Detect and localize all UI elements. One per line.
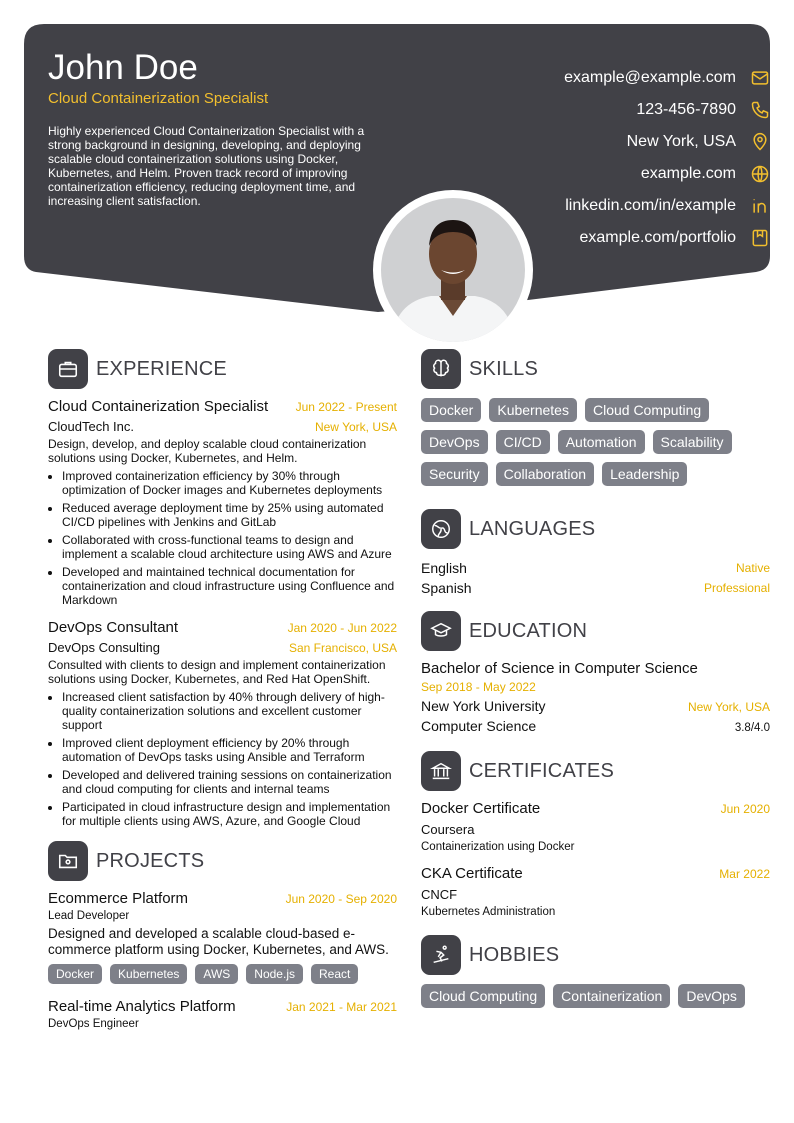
certificates-header (421, 750, 770, 792)
project-tag: React (311, 964, 358, 984)
achievement-item: • Developed and delivered training sessions on containerization and cloud computing for clients and internal teams (62, 768, 397, 796)
phone-icon (750, 100, 770, 120)
achievement-item: • Increased client satisfaction by 40% through delivery of high-quality containerization solutions and excellent customer support (62, 690, 397, 732)
education-item (421, 660, 770, 734)
job-title: DevOps Consultant (48, 619, 179, 636)
graduation-cap-icon (421, 611, 461, 651)
project-dates: Jan 2021 - Mar 2021 (286, 1000, 397, 1014)
contact-phone-text[interactable]: 123-456-7890 (636, 101, 736, 118)
projects-title: PROJECTS (96, 849, 205, 872)
hobbies-list (421, 984, 770, 1016)
hobbies-title: HOBBIES (469, 943, 560, 966)
hobby-tag: Cloud Computing (421, 984, 545, 1008)
project-tag: Kubernetes (110, 964, 187, 984)
location-pin-icon (750, 132, 770, 152)
language-list (421, 558, 770, 598)
experience-title: EXPERIENCE (96, 357, 227, 380)
contact-portfolio-text[interactable]: example.com/portfolio (579, 229, 736, 246)
linkedin-icon (750, 196, 770, 216)
experience-item (48, 398, 397, 607)
hobby-tag: Containerization (553, 984, 670, 1008)
project-item (48, 998, 397, 1030)
school-name: New York University (421, 698, 546, 714)
job-location: New York, USA (314, 420, 397, 434)
certificate-date: Jun 2020 (720, 802, 770, 816)
skills-header (421, 348, 770, 390)
contact-email[interactable] (370, 62, 770, 94)
skill-tag: Automation (558, 430, 645, 454)
contact-location (370, 126, 770, 158)
education-dates: Sep 2018 - May 2022 (421, 680, 536, 694)
certificate-issuer: CNCF (421, 887, 458, 902)
contact-website-text[interactable]: example.com (640, 165, 736, 182)
profile-photo (381, 198, 525, 342)
profile-summary: Highly experienced Cloud Containerization Specialist with a strong background in designing, developing, and deploying scalable cloud containerization solutions using Docker, Kubernetes, and Helm. Proven track record of improving containerization efficiency, reducing deployment time, and increasing client satisfaction. (48, 124, 365, 208)
job-title: Cloud Containerization Specialist (48, 398, 269, 415)
language-icon (421, 509, 461, 549)
degree-name: Bachelor of Science in Computer Science (421, 660, 698, 677)
projects-header (48, 840, 397, 882)
skill-tag: Scalability (653, 430, 732, 454)
project-description: Designed and developed a scalable cloud-based e-commerce platform using Docker, Kubernetes, and AWS. (48, 926, 389, 957)
globe-icon (750, 164, 770, 184)
profile-photo-frame (373, 190, 533, 350)
project-tag: Docker (48, 964, 102, 984)
language-name: Spanish (421, 580, 472, 596)
project-title: Ecommerce Platform (48, 890, 189, 907)
field-of-study: Computer Science (421, 718, 537, 734)
job-location: San Francisco, USA (288, 641, 397, 655)
achievement-item: • Improved containerization efficiency by 30% through optimization of Docker images and Kubernetes deployments (62, 469, 397, 497)
achievement-list (48, 469, 397, 607)
company-name: CloudTech Inc. (48, 419, 134, 434)
candidate-name: John Doe (48, 48, 198, 87)
language-item (421, 558, 770, 578)
skills-title: SKILLS (469, 357, 539, 380)
certificate-detail: Containerization using Docker (421, 841, 575, 853)
left-column (48, 348, 397, 1030)
portfolio-icon (750, 228, 770, 248)
project-tag: Node.js (246, 964, 303, 984)
certificate-item (421, 800, 770, 853)
briefcase-icon (48, 349, 88, 389)
contact-email-text[interactable]: example@example.com (564, 69, 736, 86)
company-name: DevOps Consulting (48, 640, 160, 655)
language-level: Professional (703, 581, 770, 595)
contact-phone[interactable] (370, 94, 770, 126)
skill-tag: Kubernetes (489, 398, 577, 422)
achievement-item: • Participated in cloud infrastructure design and implementation for multiple clients using AWS, Azure, and Google Cloud (62, 800, 397, 828)
certificate-date: Mar 2022 (719, 867, 770, 881)
experience-item (48, 619, 397, 828)
hobbies-header (421, 934, 770, 976)
folder-icon (48, 841, 88, 881)
education-header (421, 610, 770, 652)
skill-tag: Docker (421, 398, 481, 422)
achievement-item: • Collaborated with cross-functional teams to design and implement a scalable cloud architecture using AWS and Azure (62, 533, 397, 561)
skills-list (421, 398, 770, 494)
certificate-name: CKA Certificate (421, 865, 523, 882)
job-dates: Jun 2022 - Present (295, 400, 397, 414)
right-column (421, 348, 770, 1016)
language-name: English (421, 560, 467, 576)
skill-tag: Leadership (602, 462, 687, 486)
skill-tag: Security (421, 462, 488, 486)
certificate-item (421, 865, 770, 918)
certificate-name: Docker Certificate (421, 800, 541, 817)
project-role: Lead Developer (48, 910, 130, 922)
contact-linkedin-text[interactable]: linkedin.com/in/example (565, 197, 736, 214)
skier-icon (421, 935, 461, 975)
project-role: DevOps Engineer (48, 1018, 139, 1030)
project-tags (48, 964, 397, 992)
achievement-list (48, 690, 397, 828)
language-item (421, 578, 770, 598)
contact-location-text: New York, USA (626, 133, 736, 150)
school-location: New York, USA (687, 700, 770, 714)
job-description: Design, develop, and deploy scalable cloud containerization solutions using Docker, Kubernetes, and Helm. (48, 437, 367, 465)
institution-icon (421, 751, 461, 791)
achievement-item: • Improved client deployment efficiency by 20% through automation of DevOps tasks using Ansible and Terraform (62, 736, 397, 764)
job-description: Consulted with clients to design and implement containerization solutions using Docker, Kubernetes, and Red Hat OpenShift. (48, 658, 386, 686)
skill-tag: Collaboration (496, 462, 595, 486)
project-item (48, 890, 397, 992)
contact-website[interactable] (370, 158, 770, 190)
project-tag: AWS (195, 964, 238, 984)
brain-icon (421, 349, 461, 389)
skill-tag: CI/CD (496, 430, 550, 454)
experience-header (48, 348, 397, 390)
achievement-item: • Reduced average deployment time by 25% using automated CI/CD pipelines with Jenkins and GitLab (62, 501, 397, 529)
languages-header (421, 508, 770, 550)
languages-title: LANGUAGES (469, 517, 596, 540)
language-level: Native (735, 561, 770, 575)
certificate-detail: Kubernetes Administration (421, 906, 556, 918)
certificate-issuer: Coursera (421, 822, 475, 837)
project-dates: Jun 2020 - Sep 2020 (285, 892, 397, 906)
candidate-title: Cloud Containerization Specialist (48, 90, 269, 107)
certificates-title: CERTIFICATES (469, 759, 615, 782)
skill-tag: Cloud Computing (585, 398, 709, 422)
gpa: 3.8/4.0 (734, 722, 770, 734)
project-title: Real-time Analytics Platform (48, 998, 236, 1015)
mail-icon (750, 68, 770, 88)
education-title: EDUCATION (469, 619, 588, 642)
job-dates: Jan 2020 - Jun 2022 (287, 621, 397, 635)
hobby-tag: DevOps (678, 984, 745, 1008)
achievement-item: • Developed and maintained technical documentation for containerization and cloud infrastructure using Confluence and Markdown (62, 565, 397, 607)
skill-tag: DevOps (421, 430, 488, 454)
